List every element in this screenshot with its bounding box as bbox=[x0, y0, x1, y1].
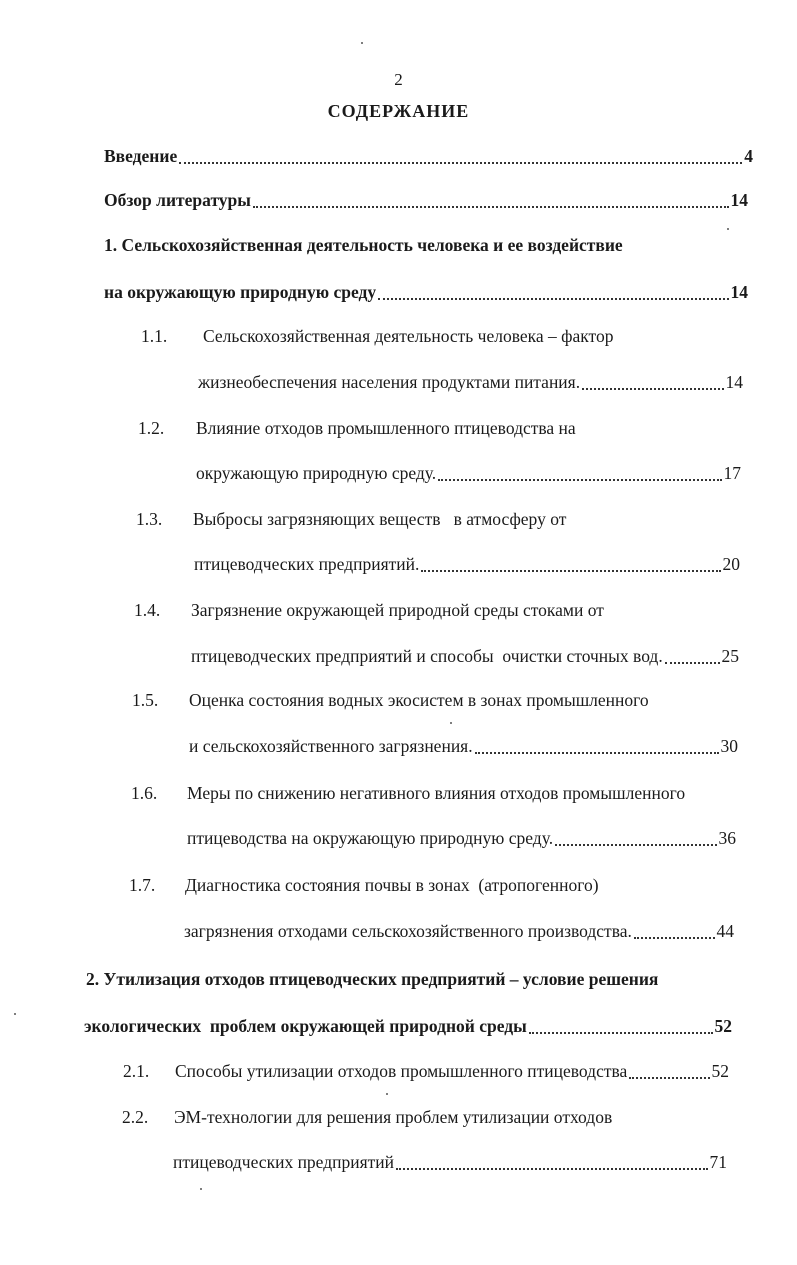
toc-entry-page: 14 bbox=[730, 282, 748, 302]
toc-entry-text: 1. Сельскохозяйственная деятельность человека и ее воздействие bbox=[104, 235, 623, 255]
leader-dots bbox=[665, 662, 720, 664]
toc-entry-page: 44 bbox=[716, 921, 734, 941]
scan-speck bbox=[450, 722, 452, 724]
toc-entry-text: ЭМ-технологии для решения проблем утилизации отходов bbox=[174, 1107, 613, 1127]
toc-entry-text: загрязнения отходами сельскохозяйственного производства. bbox=[184, 921, 632, 941]
scan-speck bbox=[727, 228, 729, 230]
toc-section-2-2-line-2 bbox=[173, 1152, 727, 1176]
toc-entry-text: Способы утилизации отходов промышленного птицеводства bbox=[175, 1061, 628, 1081]
toc-entry-text: Обзор литературы bbox=[104, 190, 251, 210]
toc-section-1-4-line-2 bbox=[191, 646, 739, 670]
toc-section-1-3-line-1 bbox=[136, 509, 566, 533]
page-title: СОДЕРЖАНИЕ bbox=[327, 101, 470, 121]
toc-section-1-5-line-2 bbox=[189, 736, 738, 760]
toc-entry-text: птицеводства на окружающую природную среду. bbox=[187, 828, 554, 848]
toc-section-2-2-line-1 bbox=[122, 1107, 612, 1131]
toc-entry-page: 17 bbox=[723, 463, 741, 483]
toc-entry-text: Выбросы загрязняющих веществ в атмосферу от bbox=[193, 509, 567, 529]
toc-section-1-4-line-1 bbox=[134, 600, 604, 624]
toc-entry-text: Введение bbox=[104, 146, 178, 166]
toc-entry-page: 52 bbox=[714, 1016, 732, 1036]
toc-entry-page: 4 bbox=[744, 146, 753, 166]
toc-section-number: 2.1. bbox=[123, 1061, 150, 1081]
toc-entry-text: Сельскохозяйственная деятельность человека – фактор bbox=[203, 326, 614, 346]
leader-dots bbox=[378, 298, 728, 300]
toc-section-number: 1.2. bbox=[138, 418, 165, 438]
toc-section-1-7-line-2 bbox=[184, 921, 734, 945]
toc-entry-page: 36 bbox=[718, 828, 736, 848]
toc-section-1-7-line-1 bbox=[129, 875, 599, 899]
toc-entry-text: Меры по снижению негативного влияния отходов промышленного bbox=[187, 783, 686, 803]
toc-section-number: 1.5. bbox=[132, 690, 159, 710]
toc-section-1-1-line-1 bbox=[141, 326, 613, 350]
scan-speck bbox=[386, 1093, 388, 1095]
toc-section-1-2-line-2 bbox=[196, 463, 741, 487]
toc-chapter-1-line-2 bbox=[104, 282, 748, 306]
leader-dots bbox=[634, 937, 715, 939]
toc-entry-text: на окружающую природную среду bbox=[104, 282, 377, 302]
scan-speck bbox=[14, 1013, 16, 1015]
scan-speck bbox=[361, 42, 363, 44]
toc-entry-text: 2. Утилизация отходов птицеводческих предприятий – условие решения bbox=[86, 969, 659, 989]
toc-entry-text: Диагностика состояния почвы в зонах (атропогенного) bbox=[185, 875, 599, 895]
toc-entry-text: жизнеобеспечения населения продуктами питания. bbox=[198, 372, 581, 392]
toc-entry-page: 71 bbox=[709, 1152, 727, 1172]
toc-chapter-2-line-2 bbox=[84, 1016, 732, 1040]
toc-section-1-2-line-1 bbox=[138, 418, 576, 442]
toc-section-2-1 bbox=[123, 1061, 729, 1085]
toc-section-number: 1.6. bbox=[131, 783, 158, 803]
toc-entry-text: птицеводческих предприятий. bbox=[194, 554, 420, 574]
toc-entry-page: 14 bbox=[725, 372, 743, 392]
leader-dots bbox=[582, 388, 723, 390]
leader-dots bbox=[475, 752, 719, 754]
toc-section-number: 1.4. bbox=[134, 600, 161, 620]
toc-entry-literature-review bbox=[104, 190, 748, 214]
toc-section-number: 1.7. bbox=[129, 875, 156, 895]
toc-entry-page: 30 bbox=[720, 736, 738, 756]
toc-section-number: 1.3. bbox=[136, 509, 163, 529]
toc-entry-text: птицеводческих предприятий bbox=[173, 1152, 395, 1172]
toc-entry-text: птицеводческих предприятий и способы очистки сточных вод. bbox=[191, 646, 663, 666]
toc-entry-page: 14 bbox=[730, 190, 748, 210]
toc-entry-page: 25 bbox=[721, 646, 739, 666]
toc-entry-text: Влияние отходов промышленного птицеводства на bbox=[196, 418, 576, 438]
toc-entry-text: Загрязнение окружающей природной среды стоками от bbox=[191, 600, 604, 620]
leader-dots bbox=[396, 1168, 707, 1170]
toc-section-number: 2.2. bbox=[122, 1107, 149, 1127]
scan-speck bbox=[200, 1188, 202, 1190]
toc-section-1-3-line-2 bbox=[194, 554, 740, 578]
leader-dots bbox=[253, 206, 729, 208]
page-number: 2 bbox=[394, 70, 403, 89]
toc-section-1-6-line-2 bbox=[187, 828, 736, 852]
leader-dots bbox=[555, 844, 716, 846]
toc-section-number: 1.1. bbox=[141, 326, 168, 346]
toc-section-1-1-line-2 bbox=[198, 372, 743, 396]
toc-chapter-2-line-1 bbox=[86, 969, 658, 993]
leader-dots bbox=[629, 1077, 709, 1079]
toc-entry-text: Оценка состояния водных экосистем в зонах промышленного bbox=[189, 690, 649, 710]
toc-chapter-1-line-1 bbox=[104, 235, 623, 259]
toc-entry-text: и сельскохозяйственного загрязнения. bbox=[189, 736, 473, 756]
toc-entry-text: окружающую природную среду. bbox=[196, 463, 437, 483]
leader-dots bbox=[529, 1032, 713, 1034]
toc-entry-text: экологических проблем окружающей природной среды bbox=[84, 1016, 527, 1036]
toc-section-1-5-line-1 bbox=[132, 690, 649, 714]
leader-dots bbox=[421, 570, 720, 572]
toc-entry-page: 52 bbox=[711, 1061, 729, 1081]
leader-dots bbox=[179, 162, 742, 164]
leader-dots bbox=[438, 479, 721, 481]
toc-entry-page: 20 bbox=[722, 554, 740, 574]
toc-entry-introduction bbox=[104, 146, 753, 170]
toc-section-1-6-line-1 bbox=[131, 783, 685, 807]
